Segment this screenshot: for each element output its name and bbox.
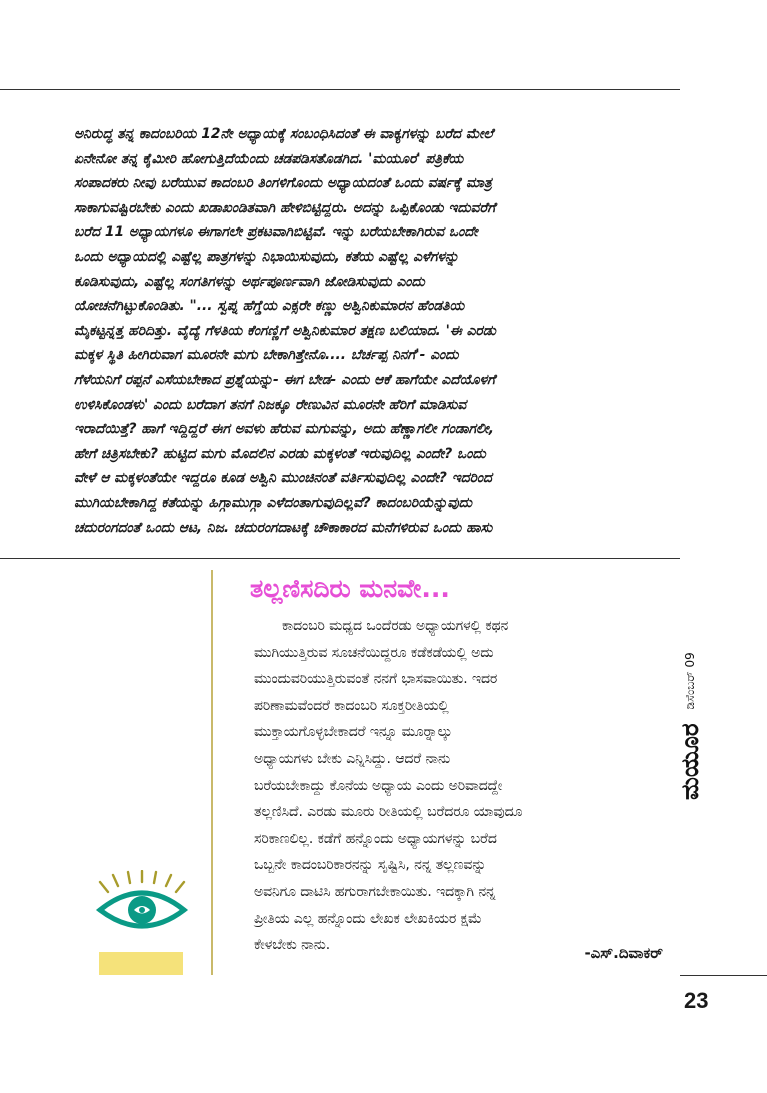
article-line: ಒಂದು ಅಧ್ಯಾಯದಲ್ಲಿ ಎಷ್ಟೆಲ್ಲ ಪಾತ್ರಗಳನ್ನು ನಿಭಾಯಿಸುವುದು, ಕತೆಯ ಎಷ್ಟೆಲ್ಲ ಎಳೆಗಳನ್ನು: [74, 248, 459, 265]
top-rule: [0, 89, 680, 90]
article-line: ಗೆಳೆಯನಿಗೆ ರಪ್ಪನೆ ಎಸೆಯಬೇಕಾದ ಪ್ರಶ್ನೆಯನ್ನು- ಈಗ ಬೇಡ- ಎಂದು ಆಕೆ ಹಾಗೆಯೇ ಎದೆಯೊಳಗೆ: [74, 371, 496, 388]
article-line: ಇರಾದೆಯಿತ್ತೆ? ಹಾಗೆ ಇದ್ದಿದ್ದರೆ ಈಗ ಅವಳು ಹೆರುವ ಮಗುವನ್ನು, ಅದು ಹೆಣ್ಣಾಗಲೀ ಗಂಡಾಗಲೀ,: [74, 421, 494, 438]
box-line: ಮುಕ್ತಾಯಗೊಳ್ಳಬೇಕಾದರೆ ಇನ್ನೂ ಮೂರ್‍ನಾಲ್ಕು: [254, 724, 453, 741]
author-byline: -ಎಸ್.ದಿವಾಕರ್: [584, 944, 663, 962]
eye-icon: [94, 870, 190, 940]
issue-month: ಡಿಸೆಂಬರ್ 09: [682, 652, 697, 710]
box-line: ತಲ್ಲಣಿಸಿದೆ. ಎರಡು ಮೂರು ರೀತಿಯಲ್ಲಿ ಬರೆದರೂ ಯಾವುದೂ: [254, 804, 523, 821]
vertical-divider: [211, 570, 213, 975]
box-line: ಸರಿಕಾಣಲಿಲ್ಲ. ಕಡೆಗೆ ಹನ್ನೊಂದು ಅಧ್ಯಾಯಗಳನ್ನು ಬರೆದ: [254, 830, 497, 847]
box-body: [254, 613, 644, 959]
article-line: ಹೇಗೆ ಚಿತ್ರಿಸಬೇಕು? ಹುಟ್ಟಿದ ಮಗು ಮೊದಲಿನ ಎರಡು ಮಕ್ಕಳಂತೆ ಇರುವುದಿಲ್ಲ ಎಂದೇ? ಒಂದು: [74, 445, 486, 462]
article-line: ಅನಿರುದ್ಧ ತನ್ನ ಕಾದಂಬರಿಯ 12ನೇ ಅಧ್ಯಾಯಕ್ಕೆ ಸಂಬಂಧಿಸಿದಂತೆ ಈ ವಾಕ್ಯಗಳನ್ನು ಬರೆದ ಮೇಲೆ: [74, 126, 494, 142]
box-line: ಒಬ್ಬನೇ ಕಾದಂಬರಿಕಾರನನ್ನು ಸೃಷ್ಟಿಸಿ, ನನ್ನ ತಲ್ಲಣವನ್ನು: [254, 857, 487, 874]
article-line: ಯೋಚನೆಗಿಟ್ಟುಕೊಂಡಿತು. "... ಸ್ವಪ್ನ ಹೆಗ್ಡೆಯ ಎಕ್ಸರೇ ಕಣ್ಣು ಅಶ್ವಿನಿಕುಮಾರನ ಹೆಂಡತಿಯ: [74, 298, 465, 315]
box-line: ಕಾದಂಬರಿ ಮಧ್ಯದ ಒಂದೆರಡು ಅಧ್ಯಾಯಗಳಲ್ಲಿ ಕಥನ: [282, 618, 509, 634]
article-line: ಕೂಡಿಸುವುದು, ಎಷ್ಟೆಲ್ಲ ಸಂಗತಿಗಳನ್ನು ಅರ್ಥಪೂರ್ಣವಾಗಿ ಜೋಡಿಸುವುದು ಎಂದು: [74, 273, 425, 290]
article-line: ಸಾಕಾಗುವಷ್ಟಿರಬೇಕು ಎಂದು ಖಡಾಖಂಡಿತವಾಗಿ ಹೇಳಿಬಿಟ್ಟಿದ್ದರು. ಅದನ್ನು ಒಪ್ಪಿಕೊಂಡು ಇದುವರೆಗೆ: [74, 199, 496, 216]
box-line: ಪ್ರೀತಿಯ ಎಲ್ಲ ಹನ್ನೊಂದು ಲೇಖಕ ಲೇಖಕಿಯರ ಕ್ಷಮೆ: [254, 910, 482, 927]
box-line: ಕೇಳಬೇಕು ನಾನು.: [254, 937, 331, 954]
box-title: ತಲ್ಲಣಿಸದಿರು ಮನವೇ...: [250, 574, 450, 603]
magazine-name: ಮಯೂರ: [676, 723, 704, 800]
box-line: ಅವನಿಗೂ ದಾಟಿಸಿ ಹಗುರಾಗಬೇಕಾಯಿತು. ಇದಕ್ಕಾಗಿ ನನ್ನ: [254, 883, 496, 900]
article-body: [74, 122, 670, 540]
side-label: [670, 625, 710, 800]
article-line: ಏನೇನೋ ತನ್ನ ಕೈಮೀರಿ ಹೋಗುತ್ತಿದೆಯೆಂದು ಚಡಪಡಿಸತೊಡಗಿದ. 'ಮಯೂರ' ಪತ್ರಿಕೆಯ: [74, 150, 464, 167]
box-line: ಬರೆಯಬೇಕಾದ್ದು ಕೊನೆಯ ಅಧ್ಯಾಯ ಎಂದು ಅರಿವಾದದ್ದೇ: [254, 777, 503, 794]
yellow-accent-block: [99, 952, 183, 975]
box-line: ಮುಂದುವರಿಯುತ್ತಿರುವಂತೆ ನನಗೆ ಭಾಸವಾಯಿತು. ಇದರ: [254, 671, 498, 688]
article-line: ಮಕ್ಕಳ ಸ್ಥಿತಿ ಹೀಗಿರುವಾಗ ಮೂರನೇ ಮಗು ಬೇಕಾಗಿತ್ತೇನೊ.... ಬೆರ್ಚಪ್ಪ ನಿನಗೆ'- ಎಂದು: [74, 347, 459, 364]
box-line: ಅಧ್ಯಾಯಗಳು ಬೇಕು ಎನ್ನಿಸಿದ್ದು. ಆದರೆ ನಾನು: [254, 750, 451, 767]
box-line: ಮುಗಿಯುತ್ತಿರುವ ಸೂಚನೆಯಿದ್ದರೂ ಕಡೆಕಡೆಯಲ್ಲಿ ಅದು: [254, 644, 494, 661]
article-line: ಬರೆದ 11 ಅಧ್ಯಾಯಗಳೂ ಈಗಾಗಲೇ ಪ್ರಕಟವಾಗಿಬಿಟ್ಟಿವೆ. ಇನ್ನು ಬರೆಯಬೇಕಾಗಿರುವ ಒಂದೇ: [74, 224, 478, 241]
article-line: ಮೈಕಟ್ಟನ್ನತ್ತ ಹರಿದಿತ್ತು. ವೈದ್ಯೆ ಗೆಳತಿಯ ಕೆಂಗಣ್ಣಿಗೆ ಅಶ್ವಿನಿಕುಮಾರ ತಕ್ಷಣ ಬಲಿಯಾದ. 'ಈ ಎರಡು: [74, 322, 496, 339]
article-line: ಚದುರಂಗದಂತೆ ಒಂದು ಆಟ, ನಿಜ. ಚದುರಂಗದಾಟಕ್ಕೆ ಚೌಕಾಕಾರದ ಮನೆಗಳಿರುವ ಒಂದು ಹಾಸು: [74, 519, 493, 536]
article-line: ಮುಗಿಯಬೇಕಾಗಿದ್ದ ಕತೆಯನ್ನು ಹಿಗ್ಗಾಮುಗ್ಗಾ ಎಳೆದಂತಾಗುವುದಿಲ್ಲವೆ? ಕಾದಂಬರಿಯೆನ್ನುವುದು: [74, 494, 472, 511]
article-line: ವೇಳೆ ಆ ಮಕ್ಕಳಂತೆಯೇ ಇದ್ದರೂ ಕೂಡ ಅಶ್ವಿನಿ ಮುಂಚಿನಂತೆ ವರ್ತಿಸುವುದಿಲ್ಲ ಎಂದೇ? ಇದರಿಂದ: [74, 470, 492, 487]
section-divider: [0, 558, 680, 559]
page-number-rule: [680, 975, 767, 976]
page-number: 23: [684, 988, 709, 1013]
article-line: ಉಳಿಸಿಕೊಂಡಳು' ಎಂದು ಬರೆದಾಗ ತನಗೆ ನಿಜಕ್ಕೂ ರೇಣುವಿನ ಮೂರನೇ ಹೆರಿಗೆ ಮಾಡಿಸುವ: [74, 396, 467, 413]
box-line: ಪರಿಣಾಮವೆಂದರೆ ಕಾದಂಬರಿ ಸೂಕ್ತರೀತಿಯಲ್ಲಿ: [254, 697, 449, 714]
article-line: ಸಂಪಾದಕರು ನೀವು ಬರೆಯುವ ಕಾದಂಬರಿ ತಿಂಗಳಿಗೊಂದು ಅಧ್ಯಾಯದಂತೆ ಒಂದು ವರ್ಷಕ್ಕೆ ಮಾತ್ರ: [74, 175, 492, 192]
